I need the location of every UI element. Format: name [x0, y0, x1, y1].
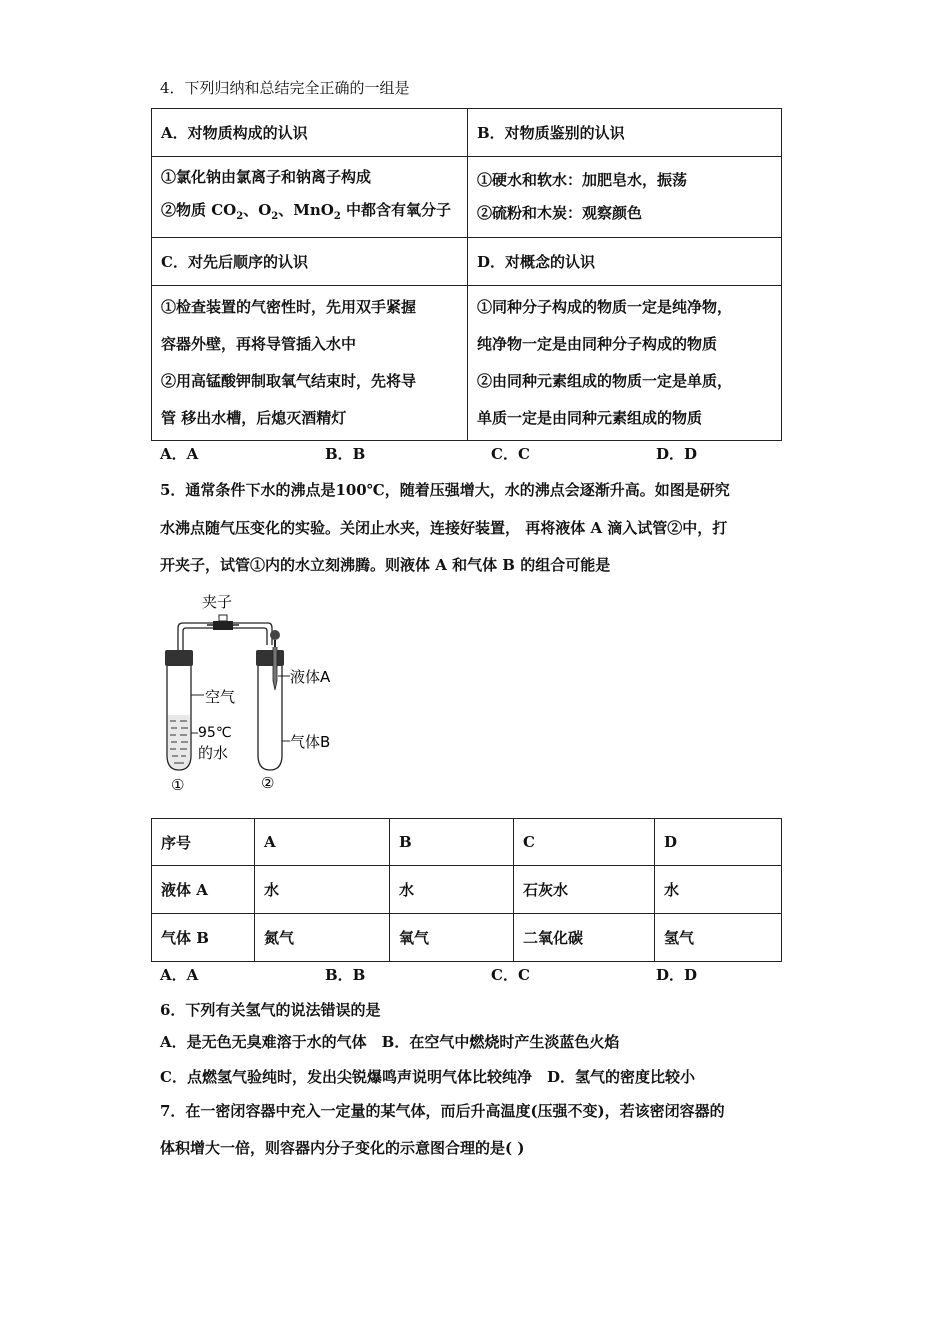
q6-options-line1[interactable]: A．是无色无臭难溶于水的气体 B．在空气中燃烧时产生淡蓝色火焰 [160, 1033, 620, 1051]
q4-a-line2: ②物质 $CO_2$、$O_2$、MnO$_2$ 中都含有氧分子 [161, 201, 452, 222]
table-cell: 二氧化碳 [514, 914, 655, 962]
q5-option-c[interactable]: C．C [491, 966, 530, 984]
air-label: 空气 [205, 688, 236, 706]
table-cell: 氢气 [655, 914, 782, 962]
q5-option-d[interactable]: D．D [656, 966, 698, 984]
q4-option-a[interactable]: A．A [160, 445, 199, 463]
table-header-cell: D [655, 819, 782, 866]
tube-1-label: ① [171, 776, 185, 794]
q4-cell-d-title: D．对概念的认识 [468, 238, 782, 286]
q5-table [151, 818, 782, 962]
q4-d-line3: ②由同种元素组成的物质一定是单质， [477, 372, 733, 390]
q4-option-d[interactable]: D．D [656, 445, 698, 463]
table-cell: 石灰水 [514, 866, 655, 914]
q4-a-line1: ①氯化钠由氯离子和钠离子构成 [161, 168, 372, 186]
q4-c-line2: 容器外壁，再将导管插入水中 [161, 335, 357, 353]
q4-d-line2: 纯净物一定是由同种分子构成的物质 [477, 335, 718, 353]
q4-cell-a-title: A．对物质构成的认识 [152, 109, 468, 157]
q4-stem: 4．下列归纳和总结完全正确的一组是 [160, 79, 410, 97]
table-cell: 水 [255, 866, 390, 914]
table-cell: 液体 A [152, 866, 255, 914]
table-row [152, 819, 782, 866]
table-header-cell: C [514, 819, 655, 866]
q4-d-line1: ①同种分子构成的物质一定是纯净物， [477, 298, 733, 316]
table-header-cell: B [390, 819, 514, 866]
tube-2-label: ② [261, 774, 275, 792]
q4-b-line2: ②硫粉和木炭：观察颜色 [477, 204, 643, 222]
table-cell: 氮气 [255, 914, 390, 962]
q4-cell-b-body [468, 157, 782, 238]
q4-b-line1: ①硬水和软水：加肥皂水，振荡 [477, 171, 688, 189]
q4-option-b[interactable]: B．B [325, 445, 366, 463]
q4-cell-b-title: B．对物质鉴别的认识 [468, 109, 782, 157]
q4-cell-d-body [468, 286, 782, 441]
table-cell: 水 [390, 866, 514, 914]
q5-option-a[interactable]: A．A [160, 966, 199, 984]
table-row [152, 866, 782, 914]
table-row [152, 914, 782, 962]
q7-stem-line2: 体积增大一倍，则容器内分子变化的示意图合理的是( ) [160, 1139, 525, 1157]
q5-option-b[interactable]: B．B [325, 966, 366, 984]
q7-stem-line1: 7．在一密闭容器中充入一定量的某气体，而后升高温度(压强不变)，若该密闭容器的 [160, 1102, 725, 1120]
q4-d-line4: 单质一定是由同种元素组成的物质 [477, 409, 703, 427]
test-tube-2 [256, 647, 290, 770]
table-cell: 氧气 [390, 914, 514, 962]
boiling-experiment-figure [150, 585, 360, 800]
q4-cell-c-body [152, 286, 468, 441]
gas-b-label: 气体B [290, 733, 331, 751]
liquid-a-label: 液体A [290, 668, 331, 686]
table-header-cell: A [255, 819, 390, 866]
table-cell: 水 [655, 866, 782, 914]
q5-stem-line3: 开夹子，试管①内的水立刻沸腾。则液体 A 和气体 B 的组合可能是 [160, 556, 611, 574]
q5-stem-line2: 水沸点随气压变化的实验。关闭止水夹，连接好装置， 再将液体 A 滴入试管②中，打 [160, 519, 728, 537]
q5-stem-line1: 5．通常条件下水的沸点是100℃，随着压强增大，水的沸点会逐渐升高。如图是研究 [160, 481, 730, 499]
q4-cell-c-title: C．对先后顺序的认识 [152, 238, 468, 286]
q4-c-line4: 管 移出水槽，后熄灭酒精灯 [161, 409, 347, 427]
table-cell: 气体 B [152, 914, 255, 962]
table-header-cell: 序号 [152, 819, 255, 866]
q4-option-c[interactable]: C．C [491, 445, 530, 463]
q4-table [151, 108, 782, 441]
water-label: 的水 [198, 744, 229, 762]
q4-c-line1: ①检查装置的气密性时，先用双手紧握 [161, 298, 417, 316]
clamp-label: 夹子 [202, 593, 233, 611]
q6-options-line2[interactable]: C．点燃氢气验纯时，发出尖锐爆鸣声说明气体比较纯净 D．氢气的密度比较小 [160, 1068, 695, 1086]
water-temp-label: 95℃ [198, 725, 232, 741]
q4-c-line3: ②用高锰酸钾制取氧气结束时，先将导 [161, 372, 417, 390]
q4-cell-a-body [152, 157, 468, 238]
q6-stem: 6．下列有关氢气的说法错误的是 [160, 1001, 381, 1019]
